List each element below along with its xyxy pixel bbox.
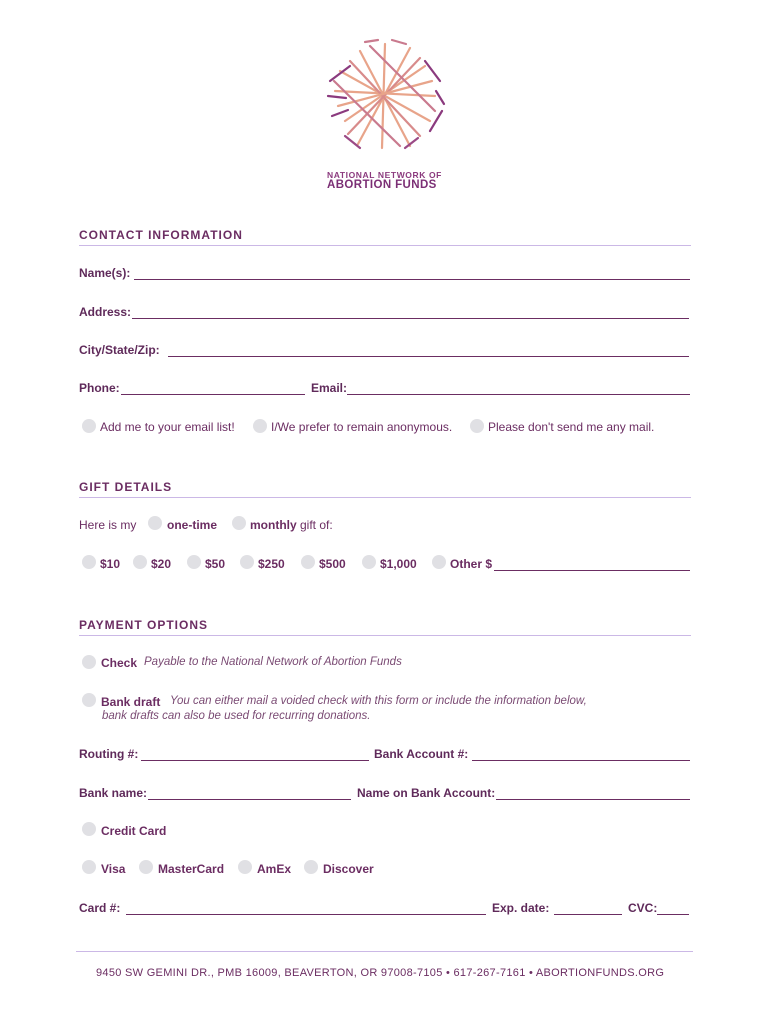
cvc-label: CVC: — [628, 901, 658, 915]
amount-500-radio[interactable] — [301, 555, 315, 569]
credit-card-label: Credit Card — [101, 824, 167, 838]
discover-radio[interactable] — [304, 860, 318, 874]
payment-divider — [79, 635, 691, 636]
email-list-radio[interactable] — [82, 419, 96, 433]
amex-label: AmEx — [257, 862, 292, 876]
bank-account-label: Bank Account #: — [374, 747, 469, 761]
name-on-account-field[interactable] — [496, 785, 690, 800]
network-logo-icon — [320, 36, 450, 156]
amount-250-radio[interactable] — [240, 555, 254, 569]
bank-draft-note-line1: You can either mail a voided check with this form or include the information below, — [170, 695, 587, 707]
payment-heading: PAYMENT OPTIONS — [79, 618, 209, 632]
email-list-label: Add me to your email list! — [100, 420, 235, 434]
check-radio[interactable] — [82, 655, 96, 669]
org-name-line1: NATIONAL NETWORK OF — [327, 170, 442, 180]
check-note: Payable to the National Network of Abortion Funds — [144, 656, 402, 668]
visa-label: Visa — [101, 862, 126, 876]
one-time-label: one-time — [167, 518, 218, 532]
no-mail-radio[interactable] — [470, 419, 484, 433]
amount-10-radio[interactable] — [82, 555, 96, 569]
card-number-label: Card #: — [79, 901, 121, 915]
address-field[interactable] — [132, 304, 689, 319]
mastercard-label: MasterCard — [158, 862, 225, 876]
amount-10-label: $10 — [100, 557, 121, 571]
amount-other-radio[interactable] — [432, 555, 446, 569]
address-label: Address: — [79, 305, 132, 319]
amount-other-field[interactable] — [494, 556, 690, 571]
gift-prefix: Here is my — [79, 518, 137, 532]
visa-radio[interactable] — [82, 860, 96, 874]
amount-1000-radio[interactable] — [362, 555, 376, 569]
no-mail-label: Please don't send me any mail. — [488, 420, 655, 434]
discover-label: Discover — [323, 862, 374, 876]
exp-date-field[interactable] — [554, 900, 622, 915]
routing-field[interactable] — [141, 746, 369, 761]
footer-divider — [76, 951, 693, 952]
email-label: Email: — [311, 381, 348, 395]
name-on-account-label: Name on Bank Account: — [357, 786, 496, 800]
one-time-radio[interactable] — [148, 516, 162, 530]
credit-card-radio[interactable] — [82, 822, 96, 836]
footer-address: 9450 SW GEMINI DR., PMB 16009, BEAVERTON, OR 97008-7105 • 617-267-7161 • ABORTIONFUNDS.ORG — [96, 967, 665, 979]
name-label: Name(s): — [79, 266, 131, 280]
name-field[interactable] — [134, 265, 690, 280]
phone-field[interactable] — [121, 380, 305, 395]
exp-date-label: Exp. date: — [492, 901, 550, 915]
gift-divider — [79, 497, 691, 498]
amount-50-label: $50 — [205, 557, 226, 571]
amount-250-label: $250 — [258, 557, 285, 571]
bank-account-field[interactable] — [472, 746, 690, 761]
amount-20-label: $20 — [151, 557, 172, 571]
amount-other-label: Other $ — [450, 557, 493, 571]
amount-1000-label: $1,000 — [380, 557, 417, 571]
check-label: Check — [101, 656, 138, 670]
bank-name-label: Bank name: — [79, 786, 148, 800]
bank-draft-label: Bank draft — [101, 695, 161, 709]
cvc-field[interactable] — [657, 900, 689, 915]
anonymous-label: I/We prefer to remain anonymous. — [271, 420, 453, 434]
monthly-label: monthly — [250, 518, 297, 532]
email-field[interactable] — [347, 380, 690, 395]
city-state-zip-field[interactable] — [168, 342, 689, 357]
anonymous-radio[interactable] — [253, 419, 267, 433]
gift-heading: GIFT DETAILS — [79, 480, 173, 494]
bank-name-field[interactable] — [148, 785, 351, 800]
routing-label: Routing #: — [79, 747, 139, 761]
bank-draft-note-line2: bank drafts can also be used for recurring donations. — [102, 710, 371, 722]
monthly-radio[interactable] — [232, 516, 246, 530]
card-number-field[interactable] — [126, 900, 486, 915]
amex-radio[interactable] — [238, 860, 252, 874]
city-state-zip-label: City/State/Zip: — [79, 343, 160, 357]
amount-20-radio[interactable] — [133, 555, 147, 569]
amount-500-label: $500 — [319, 557, 346, 571]
bank-draft-radio[interactable] — [82, 693, 96, 707]
contact-divider — [79, 245, 691, 246]
mastercard-radio[interactable] — [139, 860, 153, 874]
amount-50-radio[interactable] — [187, 555, 201, 569]
contact-heading: CONTACT INFORMATION — [79, 228, 243, 242]
gift-suffix: gift of: — [300, 518, 333, 532]
phone-label: Phone: — [79, 381, 120, 395]
org-name-line2: ABORTION FUNDS — [327, 179, 437, 191]
